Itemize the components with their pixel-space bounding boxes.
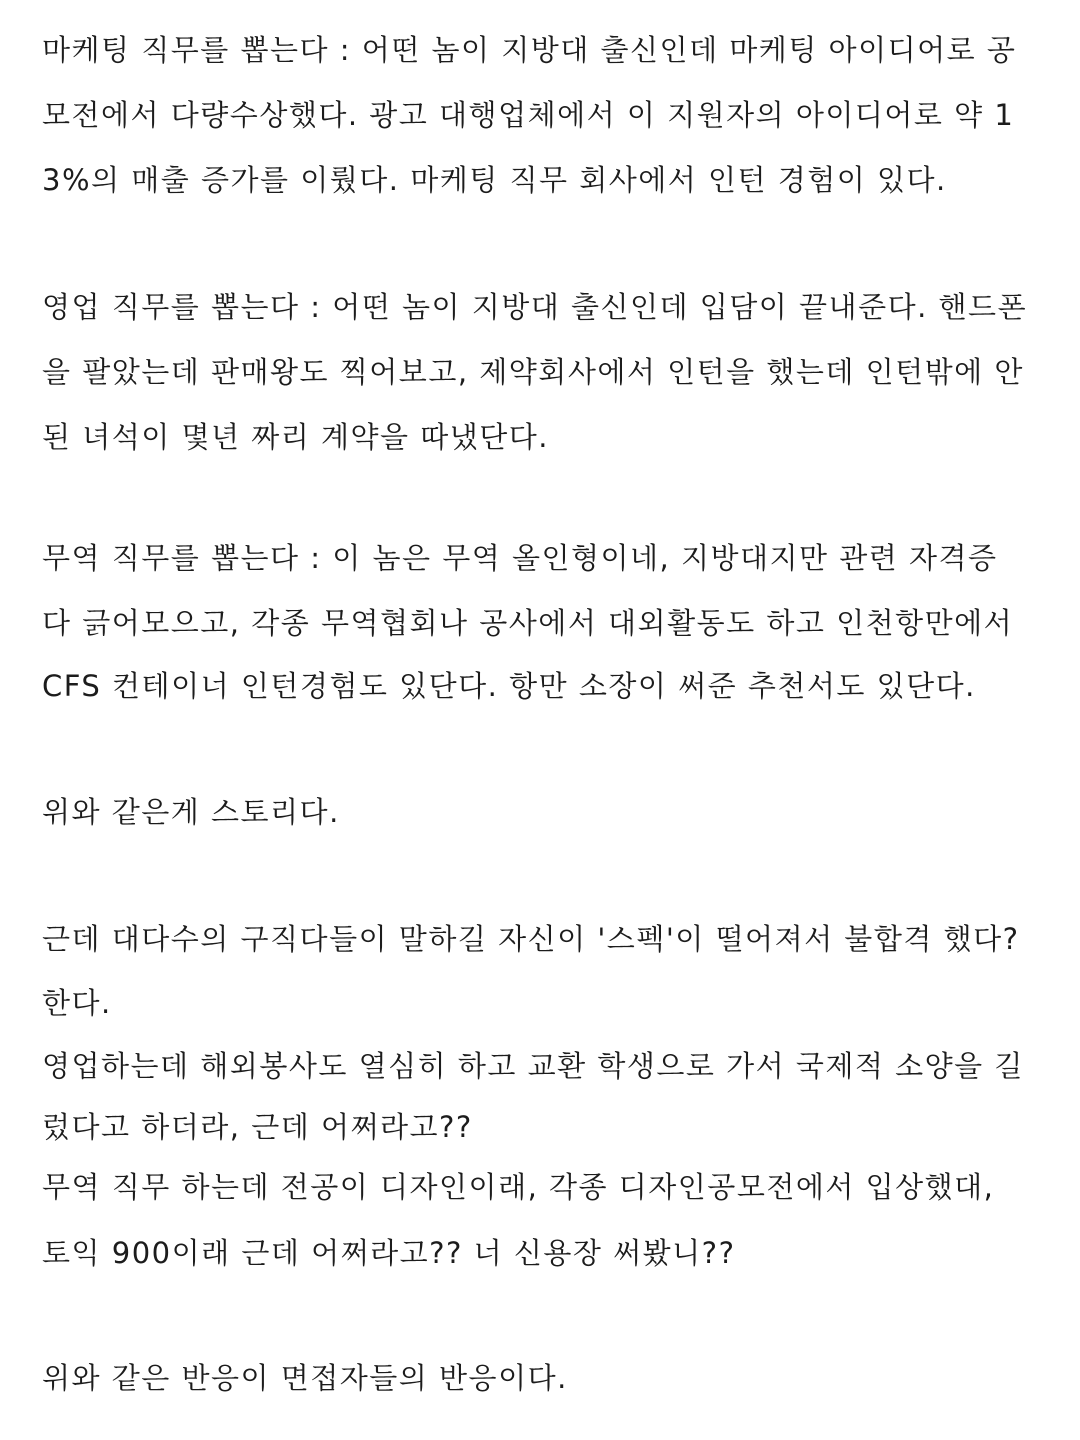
text-line: 토익 900이래 근데 어쩌라고?? 너 신용장 써봤니?? bbox=[42, 1236, 736, 1270]
text-line: 영업하는데 해외봉사도 열심히 하고 교환 학생으로 가서 국제적 소양을 길 bbox=[42, 1049, 1024, 1083]
text-line: 다 긁어모으고, 각종 무역협회나 공사에서 대외활동도 하고 인천항만에서 bbox=[42, 606, 1014, 640]
text-line: 위와 같은 반응이 면접자들의 반응이다. bbox=[42, 1361, 568, 1395]
text-line: 위와 같은게 스토리다. bbox=[42, 795, 340, 829]
text-line: 렀다고 하더라, 근데 어쩌라고?? bbox=[42, 1110, 473, 1144]
text-line: 마케팅 직무를 뽑는다 : 어떤 놈이 지방대 출신인데 마케팅 아이디어로 공 bbox=[42, 33, 1017, 67]
text-line: 근데 대다수의 구직다들이 말하길 자신이 '스펙'이 떨어져서 불합격 했다? bbox=[42, 922, 1020, 956]
text-line: 된 녀석이 몇년 짜리 계약을 따냈단다. bbox=[42, 420, 550, 454]
text-line: 을 팔았는데 판매왕도 찍어보고, 제약회사에서 인턴을 했는데 인턴밖에 안 bbox=[42, 355, 1024, 389]
text-line: 영업 직무를 뽑는다 : 어떤 놈이 지방대 출신인데 입담이 끝내준다. 핸드폰 bbox=[42, 290, 1028, 324]
text-line: 무역 직무 하는데 전공이 디자인이래, 각종 디자인공모전에서 입상했대, bbox=[42, 1170, 995, 1204]
text-line: 모전에서 다량수상했다. 광고 대행업체에서 이 지원자의 아이디어로 약 1 bbox=[42, 98, 1015, 132]
text-line: 3%의 매출 증가를 이뤘다. 마케팅 직무 회사에서 인턴 경험이 있다. bbox=[42, 163, 947, 197]
text-line: CFS 컨테이너 인턴경험도 있단다. 항만 소장이 써준 추천서도 있단다. bbox=[42, 669, 976, 703]
text-line: 한다. bbox=[42, 986, 112, 1020]
text-line: 무역 직무를 뽑는다 : 이 놈은 무역 올인형이네, 지방대지만 관련 자격증 bbox=[42, 541, 998, 575]
